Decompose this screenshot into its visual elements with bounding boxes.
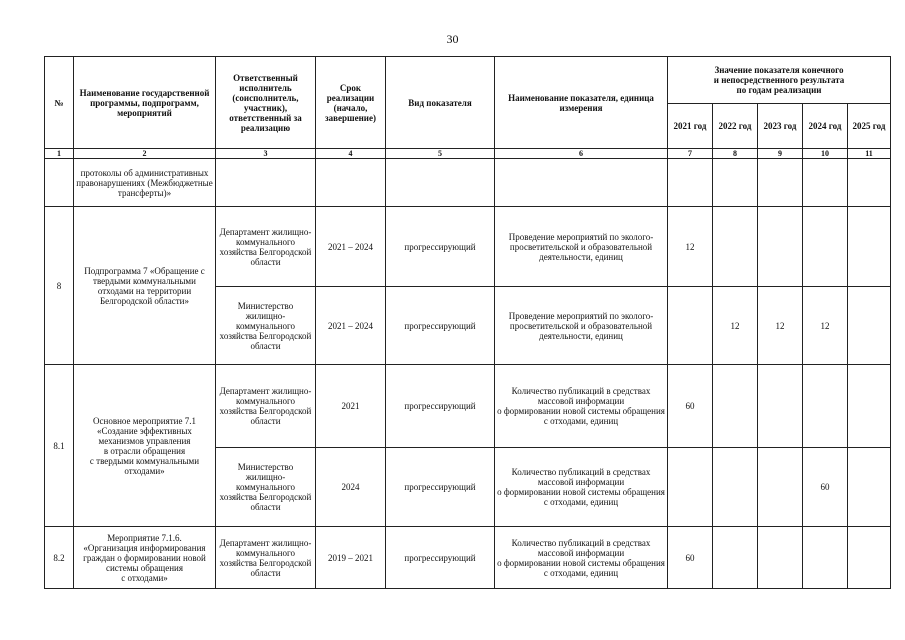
- program-name-cell: Мероприятие 7.1.6. «Организация информирования граждан о формировании новой системы обращения с отходами»: [74, 527, 216, 589]
- value-2022-cell: [713, 448, 758, 527]
- header-year-2021: 2021 год: [668, 104, 713, 149]
- indicator-cell: Количество публикаций в средствах массовой информации о формировании новой системы обращения с отходами, единиц: [495, 448, 668, 527]
- value-2025-cell: [848, 448, 891, 527]
- row-number-cell: 8: [45, 207, 74, 365]
- indicator-cell: Количество публикаций в средствах массовой информации о формировании новой системы обращения с отходами, единиц: [495, 527, 668, 589]
- row-number-cell: [45, 159, 74, 207]
- header-year-2022: 2022 год: [713, 104, 758, 149]
- indicators-table: [44, 56, 891, 589]
- executor-cell: Департамент жилищно-коммунального хозяйства Белгородской области: [216, 365, 316, 448]
- header-year-2024: 2024 год: [803, 104, 848, 149]
- header-year-2025: 2025 год: [848, 104, 891, 149]
- term-cell: 2021 – 2024: [316, 287, 386, 365]
- table-row: [45, 527, 891, 589]
- value-2022-cell: [713, 527, 758, 589]
- value-2021-cell: [668, 448, 713, 527]
- page-number: 30: [446, 32, 459, 46]
- header-col-executor: Ответственный исполнитель (соисполнитель, участник), ответственный за реализацию: [216, 57, 316, 149]
- value-2022-cell: 12: [713, 287, 758, 365]
- value-2021-cell: 12: [668, 207, 713, 287]
- value-2023-cell: [758, 159, 803, 207]
- term-cell: [316, 159, 386, 207]
- indicator-cell: Проведение мероприятий по эколого-просветительской и образовательной деятельности, единиц: [495, 287, 668, 365]
- program-name-cell: Основное мероприятие 7.1 «Создание эффективных механизмов управления в отрасли обращения с твердыми коммунальными отходами»: [74, 365, 216, 527]
- value-2024-cell: [803, 159, 848, 207]
- value-2025-cell: [848, 527, 891, 589]
- column-number: 7: [668, 149, 713, 159]
- column-number: 10: [803, 149, 848, 159]
- value-2021-cell: [668, 287, 713, 365]
- value-2025-cell: [848, 365, 891, 448]
- indicator-cell: [495, 159, 668, 207]
- column-number: 1: [45, 149, 74, 159]
- indicator-cell: Количество публикаций в средствах массовой информации о формировании новой системы обращения с отходами, единиц: [495, 365, 668, 448]
- value-2023-cell: [758, 448, 803, 527]
- table-row: [45, 207, 891, 287]
- type-cell: прогрессирующий: [386, 448, 495, 527]
- column-number: 2: [74, 149, 216, 159]
- header-col-indicator: Наименование показателя, единица измерения: [495, 57, 668, 149]
- term-cell: 2021 – 2024: [316, 207, 386, 287]
- value-2022-cell: [713, 365, 758, 448]
- value-2024-cell: [803, 365, 848, 448]
- column-numbers-row: [45, 149, 891, 159]
- executor-cell: [216, 159, 316, 207]
- column-number: 9: [758, 149, 803, 159]
- table-row: [45, 159, 891, 207]
- column-number: 8: [713, 149, 758, 159]
- type-cell: прогрессирующий: [386, 207, 495, 287]
- column-number: 4: [316, 149, 386, 159]
- type-cell: [386, 159, 495, 207]
- value-2025-cell: [848, 207, 891, 287]
- row-number-cell: 8.2: [45, 527, 74, 589]
- type-cell: прогрессирующий: [386, 527, 495, 589]
- value-2023-cell: [758, 365, 803, 448]
- value-2023-cell: 12: [758, 287, 803, 365]
- header-year-2023: 2023 год: [758, 104, 803, 149]
- executor-cell: Министерство жилищно-коммунального хозяйства Белгородской области: [216, 287, 316, 365]
- row-number-cell: 8.1: [45, 365, 74, 527]
- type-cell: прогрессирующий: [386, 365, 495, 448]
- value-2023-cell: [758, 207, 803, 287]
- value-2023-cell: [758, 527, 803, 589]
- header-row: [45, 57, 891, 104]
- header-col-number: №: [45, 57, 74, 149]
- column-number: 3: [216, 149, 316, 159]
- term-cell: 2021: [316, 365, 386, 448]
- program-name-cell: Подпрограмма 7 «Обращение с твердыми коммунальными отходами на территории Белгородской области»: [74, 207, 216, 365]
- executor-cell: Департамент жилищно-коммунального хозяйства Белгородской области: [216, 527, 316, 589]
- header-col-values: Значение показателя конечного и непосредственного результата по годам реализации: [668, 57, 891, 104]
- header-col-name: Наименование государственной программы, подпрограмм, мероприятий: [74, 57, 216, 149]
- value-2024-cell: 12: [803, 287, 848, 365]
- value-2021-cell: 60: [668, 527, 713, 589]
- table-row: [45, 365, 891, 448]
- value-2025-cell: [848, 159, 891, 207]
- value-2021-cell: 60: [668, 365, 713, 448]
- value-2021-cell: [668, 159, 713, 207]
- value-2022-cell: [713, 159, 758, 207]
- program-name-cell: протоколы об административных правонарушениях (Межбюджетные трансферты)»: [74, 159, 216, 207]
- value-2024-cell: 60: [803, 448, 848, 527]
- header-col-type: Вид показателя: [386, 57, 495, 149]
- column-number: 11: [848, 149, 891, 159]
- value-2025-cell: [848, 287, 891, 365]
- column-number: 6: [495, 149, 668, 159]
- term-cell: 2024: [316, 448, 386, 527]
- type-cell: прогрессирующий: [386, 287, 495, 365]
- value-2024-cell: [803, 527, 848, 589]
- column-number: 5: [386, 149, 495, 159]
- header-col-term: Срок реализации (начало, завершение): [316, 57, 386, 149]
- value-2024-cell: [803, 207, 848, 287]
- executor-cell: Департамент жилищно-коммунального хозяйства Белгородской области: [216, 207, 316, 287]
- indicator-cell: Проведение мероприятий по эколого-просветительской и образовательной деятельности, единиц: [495, 207, 668, 287]
- term-cell: 2019 – 2021: [316, 527, 386, 589]
- value-2022-cell: [713, 207, 758, 287]
- executor-cell: Министерство жилищно-коммунального хозяйства Белгородской области: [216, 448, 316, 527]
